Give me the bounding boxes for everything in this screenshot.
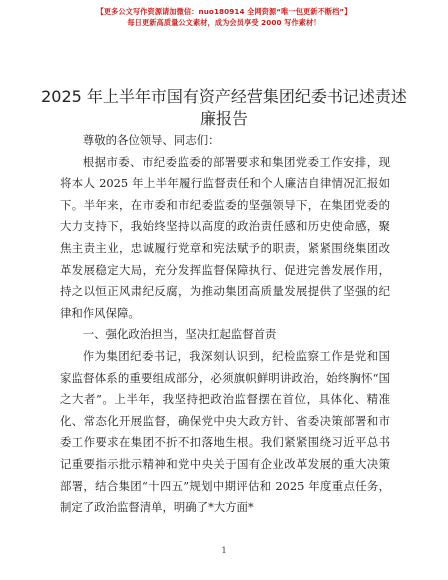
promo-banner <box>0 6 448 28</box>
document-title: 2025 年上半年市国有资产经营集团纪委书记述责述廉报告 <box>41 87 407 128</box>
document-body <box>60 130 390 519</box>
page-number: 1 <box>221 546 227 555</box>
section-heading: 一、强化政治担当，坚决扛起监督首责 <box>82 327 277 342</box>
section-paragraph: 作为集团纪委书记，我深刻认识到，纪检监察工作是党和国家监督体系的重要组成部分，必须旗帜鲜明讲政治，始终胸怀“国之大者”。上半年，我坚持把政治监督摆在首位，具体化、精准化、常态化开展监督，确保党中央大政方针、省委决策部署和市委工作要求在集团不折不扣落地生根。我们紧紧围绕习近平总书记重要指示批示精神和党中央关于国有企业改革发展的重大决策部署，结合集团“十四五”规划中期评估和 2025 年度重点任务，制定了政治监督清单，明确了*大方面* <box>60 348 390 515</box>
intro-paragraph: 根据市委、市纪委监委的部署要求和集团党委工作安排，现将本人 2025 年上半年履行监督责任和个人廉洁自律情况汇报如下。半年来，在市委和市纪委监委的坚强领导下，在集团党委的大力支持下，我始终坚持以高度的政治责任感和历史使命感，聚焦主责主业，忠诚履行党章和宪法赋予的职责，紧紧围绕集团改革发展稳定大局，充分发挥监督保障执行、促进完善发展作用，持之以恒正风肃纪反腐，为推动集团高质量发展提供了坚强的纪律和作风保障。 <box>60 154 390 320</box>
promo-banner-line-2: 每日更新高质量公文素材，成为会员享受 2000 写作素材！ <box>127 18 321 27</box>
salutation: 尊敬的各位领导、同志们： <box>82 133 220 147</box>
promo-banner-line-1: 【更多公文写作资源请加微信：nuo180914 全网资源“唯一包更新不断档”】 <box>96 7 352 16</box>
